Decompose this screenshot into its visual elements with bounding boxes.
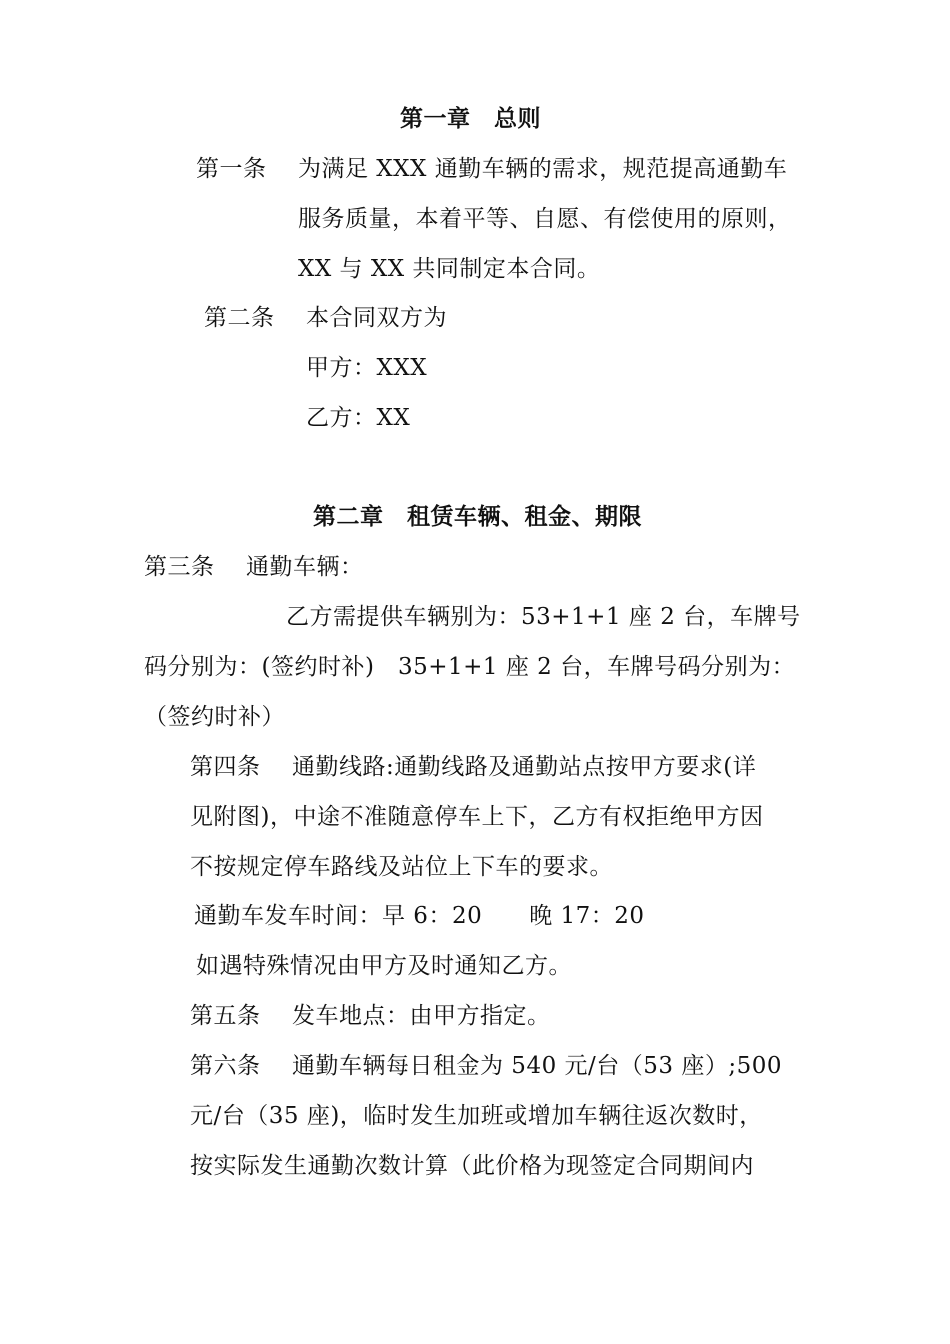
article-2-label: 第二条 [204, 305, 275, 331]
article-4-line-2: 见附图)，中途不准随意停车上下，乙方有权拒绝甲方因 [190, 804, 764, 830]
article-3-line-2: 码分别为：(签约时补) 35+1+1 座 2 台，车牌号码分别为： [144, 654, 796, 680]
departure-time: 通勤车发车时间：早 6：20 晚 17：20 [194, 903, 645, 929]
article-2-text: 本合同双方为 [306, 305, 447, 331]
article-6-label: 第六条 [190, 1053, 261, 1079]
article-1-line-2: 服务质量，本着平等、自愿、有偿使用的原则， [298, 206, 792, 232]
article-5-label: 第五条 [190, 1003, 261, 1029]
chapter-2-title: 第二章 租赁车辆、租金、期限 [313, 503, 642, 530]
special-note: 如遇特殊情况由甲方及时通知乙方。 [196, 953, 572, 979]
article-1-label: 第一条 [196, 156, 267, 182]
article-1-line-1: 为满足 XXX 通勤车辆的需求，规范提高通勤车 [298, 156, 788, 182]
chapter-1-title: 第一章 总则 [400, 105, 541, 132]
article-6-line-2: 元/台（35 座)，临时发生加班或增加车辆往返次数时， [190, 1103, 763, 1129]
article-3-line-1: 乙方需提供车辆别为：53+1+1 座 2 台，车牌号 [286, 604, 801, 630]
article-6-line-1: 通勤车辆每日租金为 540 元/台（53 座）;500 [292, 1053, 782, 1079]
party-b: 乙方：XX [306, 405, 411, 431]
article-3-text: 通勤车辆： [246, 554, 364, 580]
article-4-label: 第四条 [190, 754, 261, 780]
article-3-label: 第三条 [144, 554, 215, 580]
party-a: 甲方：XXX [306, 355, 428, 381]
article-6-line-3: 按实际发生通勤次数计算（此价格为现签定合同期间内 [190, 1153, 754, 1179]
article-1-line-3: XX 与 XX 共同制定本合同。 [298, 256, 601, 282]
article-4-line-3: 不按规定停车路线及站位上下车的要求。 [190, 854, 613, 880]
article-5-text: 发车地点：由甲方指定。 [292, 1003, 551, 1029]
article-4-line-1: 通勤线路:通勤线路及通勤站点按甲方要求(详 [292, 754, 757, 780]
article-3-line-3: （签约时补） [144, 704, 285, 730]
